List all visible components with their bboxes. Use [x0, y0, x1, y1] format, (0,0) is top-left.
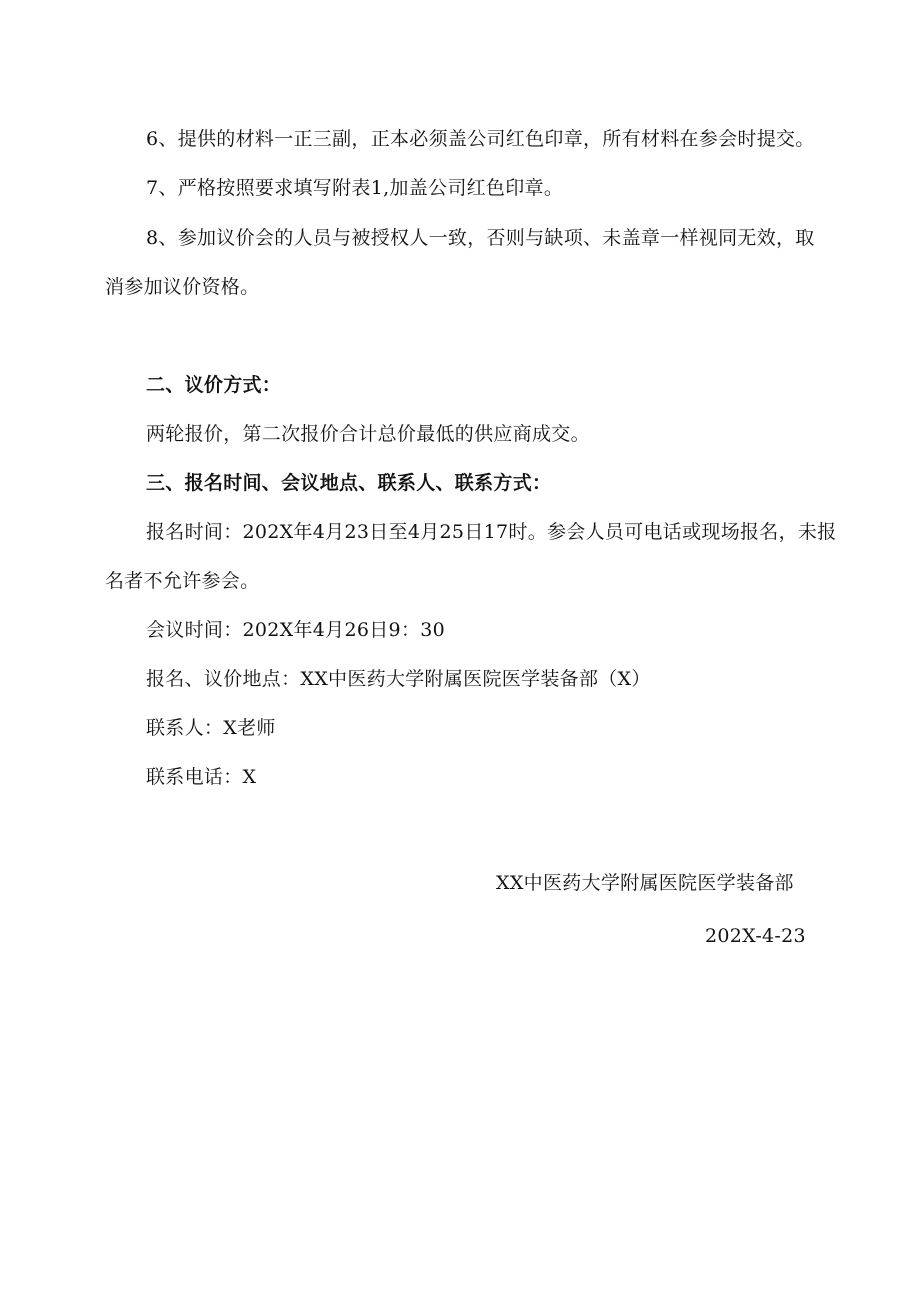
- section-2-heading: 二、议价方式：: [146, 374, 282, 396]
- item-7-text: 7、严格按照要求填写附表1,加盖公司红色印章。: [146, 177, 564, 199]
- signature-org: XX中医药大学附属医院医学装备部: [496, 872, 794, 894]
- registration-time-line1: 报名时间：202X年4月23日至4月25日17时。参会人员可电话或现场报名，未报: [146, 521, 837, 543]
- item-8-text-line1: 8、参加议价会的人员与被授权人一致，否则与缺项、未盖章一样视同无效，取: [146, 227, 815, 249]
- section-3-heading: 三、报名时间、会议地点、联系人、联系方式：: [146, 472, 552, 494]
- item-8-text-line2: 消参加议价资格。: [105, 276, 260, 298]
- registration-time-line2: 名者不允许参会。: [105, 570, 260, 592]
- contact-person: 联系人：X老师: [146, 717, 276, 739]
- meeting-time: 会议时间：202X年4月26日9：30: [146, 619, 446, 641]
- signature-date: 202X-4-23: [705, 925, 806, 947]
- section-2-text: 两轮报价，第二次报价合计总价最低的供应商成交。: [146, 423, 590, 445]
- contact-phone: 联系电话：X: [146, 766, 257, 788]
- meeting-location: 报名、议价地点：XX中医药大学附属医院医学装备部（X）: [146, 668, 651, 690]
- item-6-text: 6、提供的材料一正三副，正本必须盖公司红色印章，所有材料在参会时提交。: [146, 128, 815, 150]
